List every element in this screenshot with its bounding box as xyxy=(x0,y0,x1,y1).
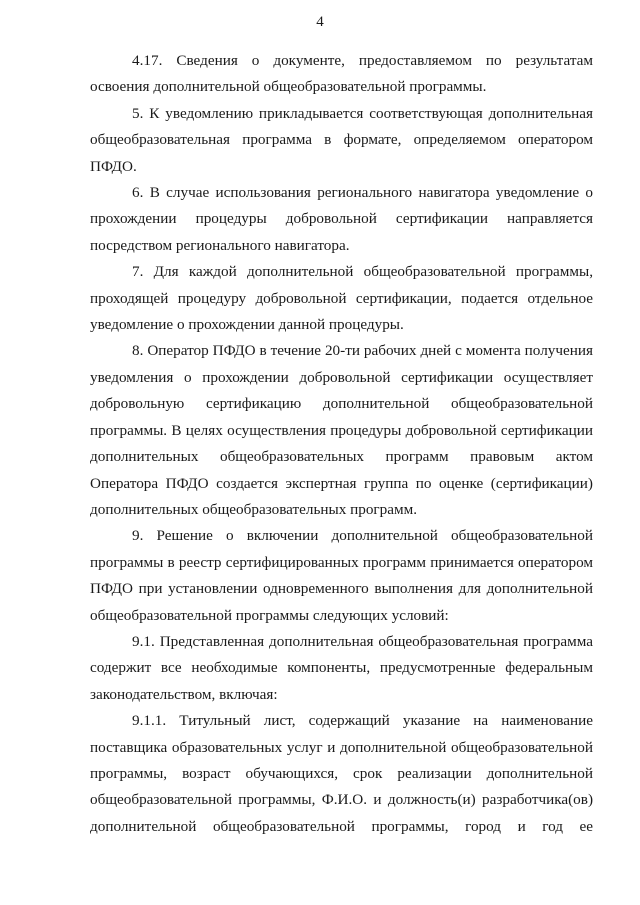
paragraph-7: 7. Для каждой дополнительной общеобразовательной программы, проходящей процедуру добровольной сертификации, подается отдельное уведомление о прохождении данной процедуры. xyxy=(90,263,593,334)
paragraph-6: 6. В случае использования регионального навигатора уведомление о прохождении процедуры добровольной сертификации направляется посредством регионального навигатора. xyxy=(90,184,593,254)
page-number: 4 xyxy=(316,14,324,30)
paragraph-5: 5. К уведомлению прикладывается соответствующая дополнительная общеобразовательная программа в формате, определяемом оператором ПФДО. xyxy=(90,104,593,175)
paragraph-8: 8. Оператор ПФДО в течение 20-ти рабочих дней с момента получения уведомления о прохождении добровольной сертификации осуществляет добровольную сертификацию дополнительной общеобразовательной программы. В целях осуществления процедуры добровольной сертификации дополнительных общеобразовательных программ правовым актом Оператора ПФДО создается экспертная группа по оценке (сертификации) дополнительных общеобразовательных программ. xyxy=(90,342,593,518)
paragraph-9-1-1: 9.1.1. Титульный лист, содержащий указание на наименование поставщика образовательных услуг и дополнительной общеобразовательной программы, возраст обучающихся, срок реализации дополнительной общеобразовательной программы, Ф.И.О. и должность(и) разработчика(ов) дополнительной общеобразовательной программы, город и год ее xyxy=(90,712,593,835)
paragraph-9: 9. Решение о включении дополнительной общеобразовательной программы в реестр сертифицированных программ принимается оператором ПФДО при установлении одновременного выполнения для дополнительной общеобразовательной программы следующих условий: xyxy=(90,527,593,624)
paragraph-9-1: 9.1. Представленная дополнительная общеобразовательная программа содержит все необходимые компоненты, предусмотренные федеральным законодательством, включая: xyxy=(90,632,593,703)
document-body xyxy=(90,48,593,840)
paragraph-4-17: 4.17. Сведения о документе, предоставляемом по результатам освоения дополнительной общеобразовательной программы. xyxy=(90,52,593,96)
